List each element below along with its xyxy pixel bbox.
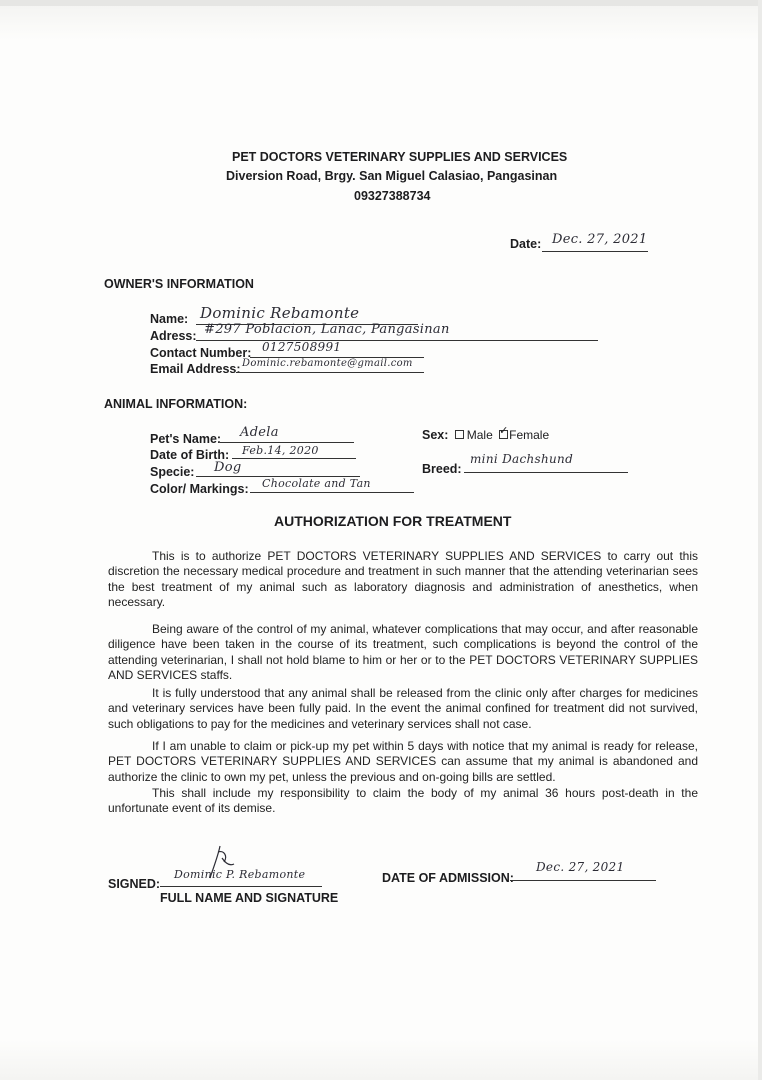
signed-label: SIGNED:	[108, 877, 161, 891]
authorization-paragraph-2: Being aware of the control of my animal, whatever complications that may occur, and after reasonable diligence have been taken in the course of its treatment, such complications is beyond the control of the attending veterinarian, I shall not hold blame to him or her or to the PET DOCTORS VETERINARY SUPPLIES AND SERVICES staffs.	[108, 622, 698, 683]
authorization-paragraph-1: This is to authorize PET DOCTORS VETERINARY SUPPLIES AND SERVICES to carry out this discretion the necessary medical procedure and treatment in such manner that the attending veterinarian sees the best treatment of my animal such as laboratory diagnosis and administration of anesthetics, when necessary.	[108, 549, 698, 610]
company-phone: 09327388734	[354, 189, 431, 203]
owner-contact-label: Contact Number:	[150, 346, 252, 360]
scan-fold-top	[0, 0, 762, 6]
pet-name-value: Adela	[240, 425, 279, 440]
company-name: PET DOCTORS VETERINARY SUPPLIES AND SERVICES	[232, 150, 568, 164]
animal-section-title: ANIMAL INFORMATION:	[104, 397, 248, 411]
specie-label: Specie:	[150, 465, 195, 479]
scan-fold-right	[758, 0, 762, 1080]
authorization-title: AUTHORIZATION FOR TREATMENT	[274, 513, 512, 529]
dob-label: Date of Birth:	[150, 448, 230, 462]
male-checkbox[interactable]	[455, 430, 464, 439]
breed-line	[464, 472, 628, 473]
sex-female-label: Female	[509, 428, 550, 442]
authorization-paragraph-3: It is fully understood that any animal shall be released from the clinic only after charges for medicines and veterinary services have been fully paid. In the event the animal confined for treatment did not survived, such obligations to pay for the medicines and veterinary services shall not case.	[108, 686, 698, 731]
owner-section-title: OWNER'S INFORMATION	[104, 277, 254, 291]
color-label: Color/ Markings:	[150, 482, 249, 496]
signature-line	[160, 886, 322, 887]
authorization-paragraph-4: If I am unable to claim or pick-up my pet within 5 days with notice that my animal is ready for release, PET DOCTORS VETERINARY SUPPLIES AND SERVICES can assume that my animal is abandoned and authorize the clinic to own my pet, unless the previous and on-going bills are settled.	[108, 739, 698, 784]
admission-value: Dec. 27, 2021	[536, 860, 625, 874]
admission-line	[510, 880, 656, 881]
sex-male-label: Male	[466, 428, 493, 442]
owner-address-value: #297 Poblacion, Lanac, Pangasinan	[204, 322, 450, 337]
breed-label: Breed:	[422, 462, 462, 476]
owner-address-label: Adress:	[150, 329, 197, 343]
check-mark-icon: ✓	[499, 425, 509, 437]
dob-value: Feb.14, 2020	[242, 444, 319, 457]
company-address: Diversion Road, Brgy. San Miguel Calasiao, Pangasinan	[226, 169, 558, 183]
date-value: Dec. 27, 2021	[552, 232, 648, 247]
admission-label: DATE OF ADMISSION:	[382, 871, 514, 885]
signature-caption: FULL NAME AND SIGNATURE	[160, 891, 339, 905]
sex-label: Sex:	[422, 428, 449, 442]
authorization-paragraph-5: This shall include my responsibility to claim the body of my animal 36 hours post-death in the unfortunate event of its demise.	[108, 786, 698, 816]
pet-name-line	[220, 442, 354, 443]
dob-line	[232, 458, 356, 459]
signed-value: Dominic P. Rebamonte	[174, 868, 306, 881]
color-line	[250, 492, 414, 493]
date-label: Date:	[510, 237, 542, 251]
owner-address-line	[196, 340, 598, 341]
owner-contact-value: 0127508991	[262, 340, 342, 354]
color-value: Chocolate and Tan	[262, 477, 371, 490]
pet-name-label: Pet's Name:	[150, 432, 222, 446]
owner-email-value: Dominic.rebamonte@gmail.com	[242, 358, 413, 369]
owner-email-line	[236, 372, 424, 373]
female-checkbox[interactable]	[499, 425, 509, 439]
owner-name-label: Name:	[150, 312, 189, 326]
breed-value: mini Dachshund	[470, 452, 574, 466]
owner-name-value: Dominic Rebamonte	[200, 304, 360, 322]
specie-value: Dog	[214, 460, 242, 475]
owner-email-label: Email Address:	[150, 362, 241, 376]
date-line	[542, 251, 648, 252]
sex-field	[422, 425, 550, 442]
